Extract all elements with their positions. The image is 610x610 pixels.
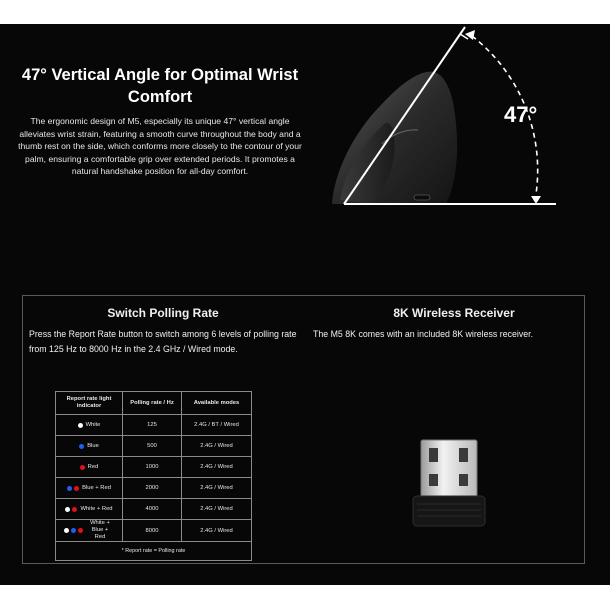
indicator-dots [64, 528, 83, 533]
indicator-label: Blue [87, 442, 99, 449]
modes-value: 2.4G / Wired [182, 436, 252, 457]
indicator-dots [67, 486, 79, 491]
table-row [56, 478, 252, 499]
receiver-description: The M5 8K comes with an included 8K wireless receiver. [313, 329, 534, 339]
indicator-label: Red [87, 463, 99, 470]
table-note: * Report rate = Polling rate [56, 542, 252, 561]
modes-value: 2.4G / Wired [182, 457, 252, 478]
rate-value: 8000 [123, 520, 182, 542]
indicator-label: Blue + Red [82, 484, 111, 491]
indicator-label: White + Red [80, 505, 113, 512]
mouse-angle-illustration [322, 24, 610, 224]
usb-receiver-image [407, 436, 493, 536]
red-dot-icon [80, 465, 85, 470]
indicator-dots [65, 507, 77, 512]
arc-arrow-bottom [531, 196, 541, 204]
modes-value: 2.4G / Wired [182, 499, 252, 520]
rate-value: 4000 [123, 499, 182, 520]
hero-description: The ergonomic design of M5, especially its unique 47° vertical angle alleviates wrist strain, featuring a smooth curve throughout the body and a thumb rest on the side, which conforms more closely to the contour of your palm, ensuring a comfortable grip over extended periods. It promotes a natural handshake position for all-day comfort. [18, 116, 302, 177]
modes-value: 2.4G / Wired [182, 478, 252, 499]
indicator-label: White + Blue + Red [90, 520, 110, 540]
white-dot-icon [64, 528, 69, 533]
report-rate-button [414, 195, 430, 200]
indicator-dots [79, 444, 84, 449]
rate-value: 2000 [123, 478, 182, 499]
header-rate: Polling rate / Hz [123, 392, 182, 415]
header-indicator: Report rate light indicator [56, 392, 123, 415]
blue-dot-icon [67, 486, 72, 491]
red-dot-icon [74, 486, 79, 491]
red-dot-icon [78, 528, 83, 533]
blue-dot-icon [71, 528, 76, 533]
table-row [56, 457, 252, 478]
table-row [56, 415, 252, 436]
rate-value: 500 [123, 436, 182, 457]
rate-value: 125 [123, 415, 182, 436]
feature-panel [22, 295, 585, 564]
table-note-row [56, 542, 252, 561]
indicator-dots [80, 465, 85, 470]
table-row [56, 436, 252, 457]
hero-title: 47° Vertical Angle for Optimal Wrist Comfort [21, 66, 299, 106]
table-header-row [56, 392, 252, 415]
white-dot-icon [65, 507, 70, 512]
polling-rate-title: Switch Polling Rate [107, 306, 219, 320]
polling-rate-description: Press the Report Rate button to switch among 6 levels of polling rate from 125 Hz to 8000 Hz in the 2.4 GHz / Wired mode. [29, 329, 297, 354]
header-modes: Available modes [182, 392, 252, 415]
product-page [0, 24, 610, 585]
red-dot-icon [72, 507, 77, 512]
modes-value: 2.4G / BT / Wired [182, 415, 252, 436]
usb-body [413, 496, 485, 526]
table-row [56, 499, 252, 520]
indicator-dots [78, 423, 83, 428]
polling-rate-table [55, 391, 252, 561]
white-dot-icon [78, 423, 83, 428]
modes-value: 2.4G / Wired [182, 520, 252, 542]
blue-dot-icon [79, 444, 84, 449]
receiver-title: 8K Wireless Receiver [393, 306, 515, 320]
angle-label: 47° [504, 102, 538, 127]
table-row [56, 520, 252, 542]
indicator-label: White [85, 421, 101, 428]
rate-value: 1000 [123, 457, 182, 478]
